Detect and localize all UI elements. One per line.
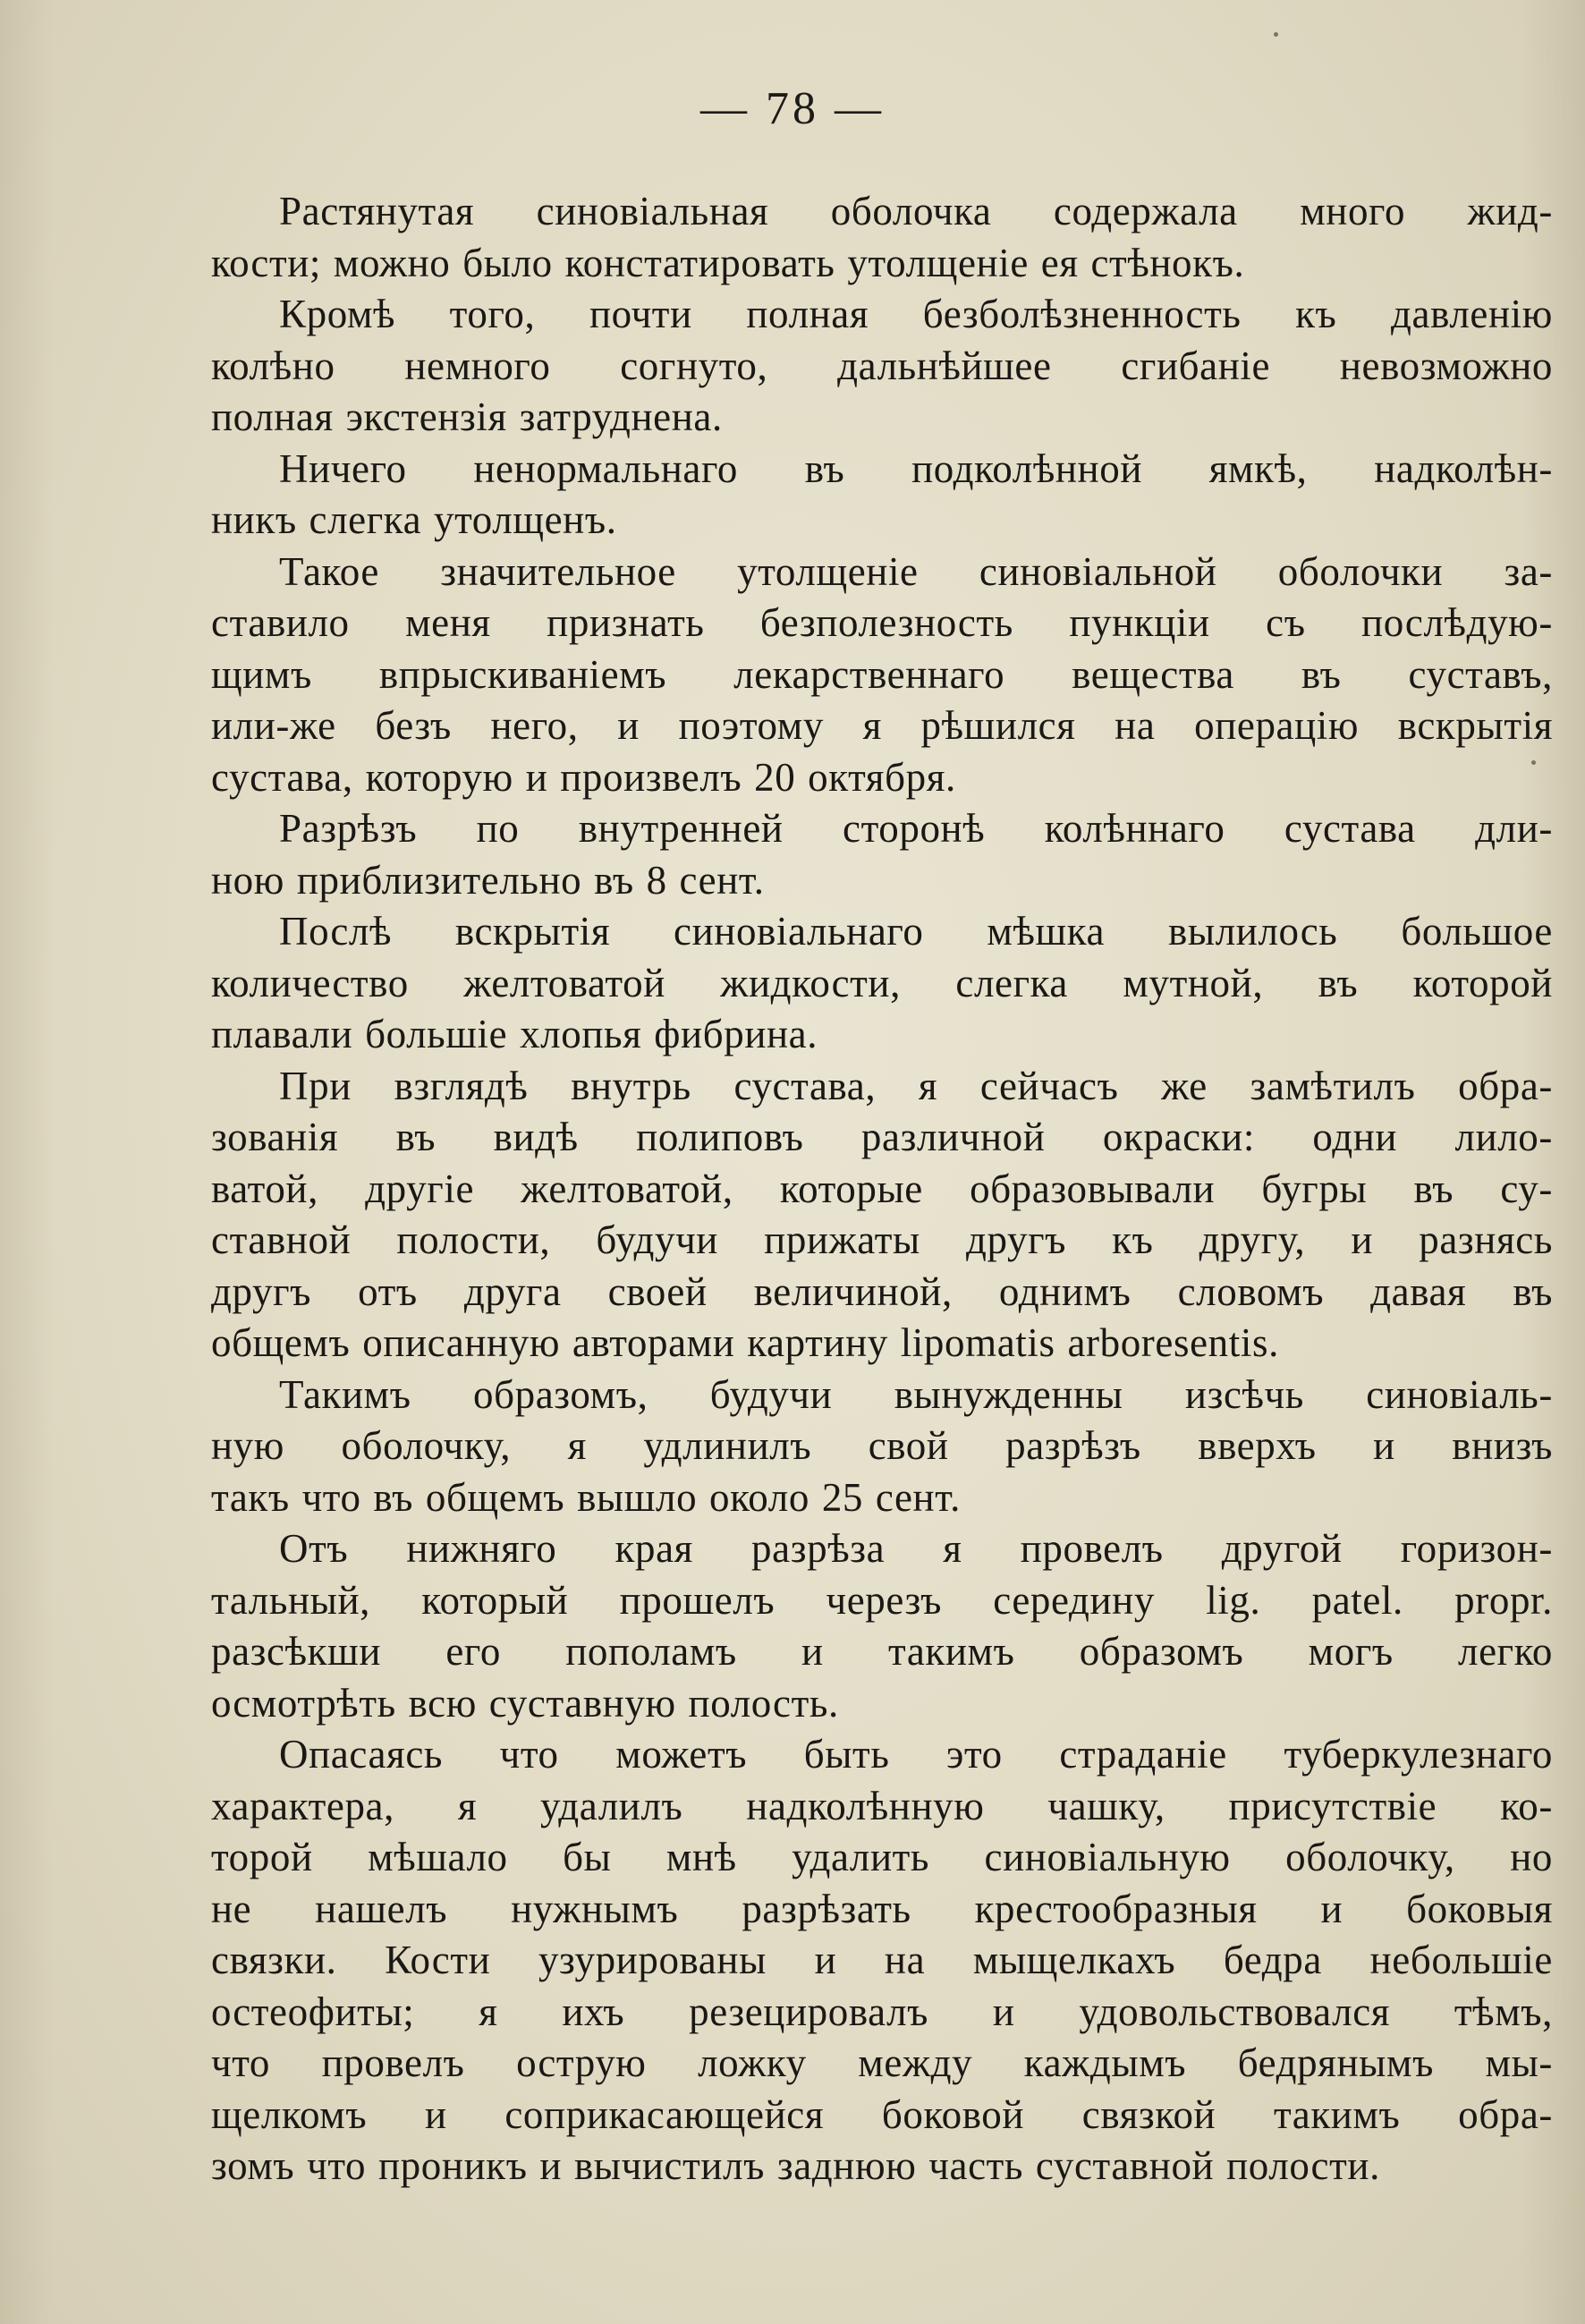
body-text: [211, 186, 1553, 2193]
text-line: зомъ что проникъ и вычистилъ заднюю часть суставной полости.: [211, 2143, 1380, 2188]
text-line: полная экстензія затруднена.: [211, 394, 723, 439]
text-line: не нашелъ нужнымъ разрѣзать крестообразныя и боковыя: [211, 1886, 1553, 1931]
paragraph: [211, 1370, 1553, 1524]
text-line: ную оболочку, я удлинилъ свой разрѣзъ вверхъ и внизъ: [211, 1423, 1553, 1468]
text-line: количество желтоватой жидкости, слегка мутной, въ которой: [211, 960, 1553, 1005]
paragraph: [211, 1523, 1553, 1729]
text-line: щелкомъ и соприкасающейся боковой связкой такимъ обра-: [211, 2091, 1553, 2137]
text-line: плавали большіе хлопья фибрина.: [211, 1012, 818, 1056]
text-line: торой мѣшало бы мнѣ удалить синовіальную оболочку, но: [211, 1835, 1553, 1879]
paragraph: [211, 906, 1553, 1061]
text-line: осмотрѣть всю суставную полость.: [211, 1680, 839, 1726]
text-line: сустава, которую и произвелъ 20 октября.: [211, 754, 956, 800]
text-line: такъ что въ общемъ вышло около 25 сент.: [211, 1474, 961, 1520]
text-line: Ничего ненормальнаго въ подколѣнной ямкѣ, надколѣн-: [279, 445, 1553, 491]
text-line: Разрѣзъ по внутренней сторонѣ колѣннаго сустава дли-: [279, 806, 1553, 851]
paragraph: [211, 1061, 1553, 1370]
text-line: ватой, другіе желтоватой, которые образовывали бугры въ су-: [211, 1166, 1553, 1211]
text-line: Растянутая синовіальная оболочка содержала много жид-: [279, 189, 1553, 233]
paragraph: [211, 186, 1553, 289]
text-line: Послѣ вскрытія синовіальнаго мѣшка вылилось большое: [279, 909, 1553, 954]
text-line: Такимъ образомъ, будучи вынужденны изсѣчь синовіаль-: [279, 1371, 1553, 1417]
page-number: — 78 —: [700, 83, 885, 134]
text-line: Кромѣ того, почти полная безболѣзненность къ давленію: [279, 292, 1553, 336]
text-line: характера, я удалилъ надколѣнную чашку, присутствіе ко-: [211, 1783, 1553, 1828]
paragraph: [211, 803, 1553, 906]
text-line: другъ отъ друга своей величиной, однимъ словомъ давая въ: [211, 1268, 1553, 1314]
text-line: или-же безъ него, и поэтому я рѣшился на операцію вскрытія: [211, 703, 1553, 748]
text-line: Такое значительное утолщеніе синовіальной оболочки за-: [279, 548, 1553, 594]
text-line: При взглядѣ внутрь сустава, я сейчасъ же замѣтилъ обра-: [279, 1063, 1553, 1108]
paragraph: [211, 547, 1553, 804]
paragraph: [211, 444, 1553, 547]
text-line: ставной полости, будучи прижаты другъ къ другу, и разнясь: [211, 1217, 1553, 1262]
text-line: зованія въ видѣ полиповъ различной окраски: одни лило-: [211, 1115, 1553, 1159]
text-line: тальный, который прошелъ черезъ середину lig. patel. propr.: [211, 1577, 1553, 1623]
text-line: Отъ нижняго края разрѣза я провелъ другой горизон-: [279, 1526, 1553, 1571]
text-line: ставило меня признать безполезность пункціи съ послѣдую-: [211, 600, 1553, 645]
paragraph: [211, 289, 1553, 444]
paragraph: [211, 1729, 1553, 2193]
text-line: Опасаясь что можетъ быть это страданіе туберкулезнаго: [279, 1732, 1553, 1777]
text-line: связки. Кости узурированы и на мыщелкахъ бедра небольшіе: [211, 1938, 1553, 1982]
text-line: что провелъ острую ложку между каждымъ бедрянымъ мы-: [211, 2040, 1553, 2085]
text-line: разсѣкши его пополамъ и такимъ образомъ могъ легко: [211, 1629, 1553, 1674]
ink-speck: [1274, 32, 1278, 37]
text-line: колѣно немного согнуто, дальнѣйшее сгибаніе невозможно: [211, 343, 1553, 388]
text-line: никъ слегка утолщенъ.: [211, 497, 617, 542]
text-line: щимъ впрыскиваніемъ лекарственнаго вещества въ суставъ,: [211, 651, 1553, 697]
text-line: ною приблизительно въ 8 сент.: [211, 857, 765, 903]
text-line: кости; можно было констатировать утолщеніе ея стѣнокъ.: [211, 240, 1245, 285]
text-line: остеофиты; я ихъ резецировалъ и удовольствовался тѣмъ,: [211, 1989, 1553, 2034]
text-line: общемъ описанную авторами картину lipomatis arboresentis.: [211, 1320, 1279, 1365]
